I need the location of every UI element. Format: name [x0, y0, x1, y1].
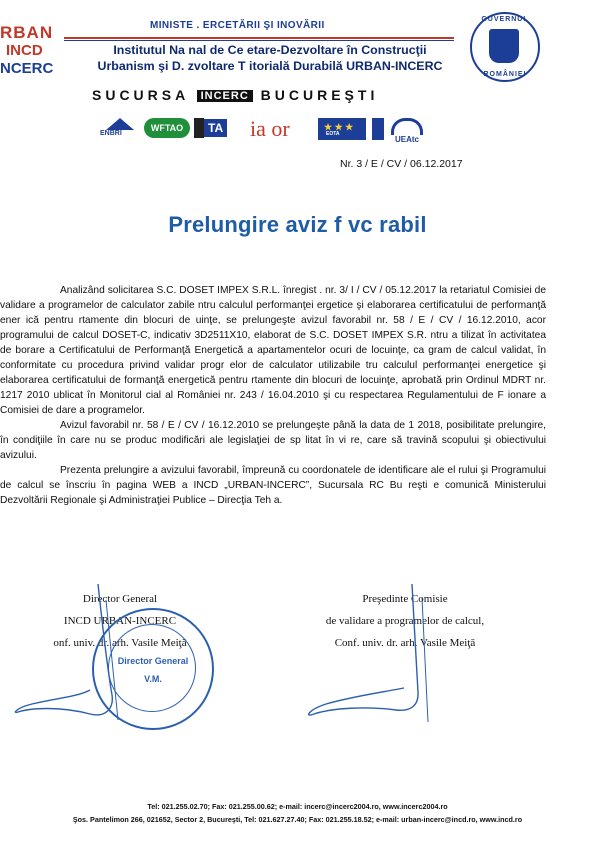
signer-right-line2: de validare a programelor de calcul, [325, 615, 485, 627]
branch-box: INCERC [197, 90, 253, 102]
logo-line-2: INCD [6, 42, 43, 59]
iabor-logo: ia or [250, 116, 290, 141]
document-title: Prelungire aviz f vc rabil [168, 212, 427, 237]
branch-left: SUCURSA [92, 87, 197, 103]
coat-of-arms-icon [489, 29, 519, 63]
eota-logo: ★ ★ ★ EOTA [318, 118, 366, 140]
logo-line-3: NCERC [0, 60, 54, 77]
seal-bottom-text: ROMÂNIEI [483, 71, 527, 78]
document-body [0, 283, 546, 508]
signer-right-name: Conf. univ. dr. arh. Vasile Meiţă [334, 637, 476, 649]
eta-label: TA [204, 119, 227, 137]
branch-right: BUCUREŞTI [260, 87, 379, 103]
signer-left-role: Director General [82, 593, 158, 605]
header-divider-red [64, 37, 454, 39]
branch-name [92, 87, 378, 103]
eota-label: EOTA [326, 131, 340, 137]
ueatc-logo [390, 118, 424, 142]
eu-flag-icon [372, 118, 384, 140]
signer-right-role: Preşedinte Comisie [362, 593, 448, 605]
reference-number: Nr. 3 / E / CV / 06.12.2017 [340, 158, 463, 170]
institute-line-1: Institutul Na nal de Ce etare-Dezvoltare în Construcţii [113, 43, 427, 57]
urban-incerc-logo [0, 24, 58, 78]
wftao-logo: WFTAO [144, 118, 190, 138]
seal-top-text: GUVERNUL [481, 16, 529, 23]
government-seal-icon [470, 12, 540, 82]
footer-contact-1: Tel: 021.255.02.70; Fax: 021.255.00.62; e-mail: incerc@incerc2004.ro, www.incerc2004.ro [147, 802, 448, 811]
stamp-title: Director General [117, 656, 189, 666]
paragraph-1: Analizând solicitarea S.C. DOSET IMPEX S.R.L. înregist . nr. 3/ I / CV / 05.12.2017 la retariatul Comisiei de validare a programelor de calculator zabile ntru calculul performanţei ergetice şi elaborarea certificatului de performanţă ener ică pentru rtamente din blocuri de uinţe, se prelungeşte avizul favorabil nr. 58 / E / CV / 16.12.2010, acor programului de calcul DOSET-C, indicativ 3D2511X10, elaborat de S.C. DOSET IMPEX S.R. ntru a tilizat în activitatea de borare a Certificatului de Performanţă Energetică a apartamentelor ocuri de locuinţe, ca gram de calcul validat, în conformitate cu procedura privind validar progr elor de calculator utilizabile tru calculul performanţei energetice şi elaborarea certificatului de formanţă energetică pentru rtamente din blocuri de locuinţe, aprobată prin Ordinul MDRT nr. 1217 2010 ublicat în Monitorul cial al României nr. 243 / 16.04.2010 şi cu respectarea Regulamentului de F ionare a Comisiei de dare a programelor. [0, 285, 546, 416]
logo-line-1: RBAN [0, 23, 54, 42]
ministry-name: MINISTE . ERCETĂRII ŞI INOVĂRII [150, 20, 325, 31]
signer-left-org: INCD URBAN-INCERC [63, 615, 177, 627]
institute-name [80, 42, 460, 74]
eta-logo [194, 118, 240, 142]
enbri-logo [100, 118, 140, 142]
paragraph-3: Prezenta prelungire a avizului favorabil, împreună cu coordonatele de identificare ale el rului şi Programului de calcul se înscriu în pagina WEB a INCD „URBAN-INCERC”, Sucursala RC Bu reşti e comunică Ministerului Dezvoltării Regionale şi Administraţiei Publice – Direcţia Teh a. [0, 465, 546, 506]
footer-contact-2: Şos. Pantelimon 266, 021652, Sector 2, Bucureşti, Tel: 021.627.27.40; Fax: 021.255.18.52; e-mail: urban-incerc@incd.ro, www.incd.ro [72, 815, 523, 824]
signer-left-name: onf. univ. dr. arh. Vasile Meiţă [53, 637, 187, 649]
paragraph-2: Avizul favorabil nr. 58 / E / CV / 16.12.2010 se prelungeşte până la data de 1 2018, posibilitate prelungire, în condiţiile în care nu se produc modificări ale legislaţiei de sp litat în vi re, care să travină scopului şi obiectivului avizului. [0, 420, 546, 461]
partner-logos [100, 118, 430, 144]
handwritten-signature-left [10, 580, 140, 730]
institute-line-2: Urbanism şi D. zvoltare T itorială Durabilă URBAN-INCERC [97, 59, 443, 73]
ueatc-label: UEAtc [394, 135, 419, 144]
header-divider-blue [64, 40, 454, 41]
enbri-label: ENBRI [100, 130, 122, 137]
handwritten-signature-right [300, 580, 470, 730]
stamp-initials: V.M. [144, 674, 162, 684]
